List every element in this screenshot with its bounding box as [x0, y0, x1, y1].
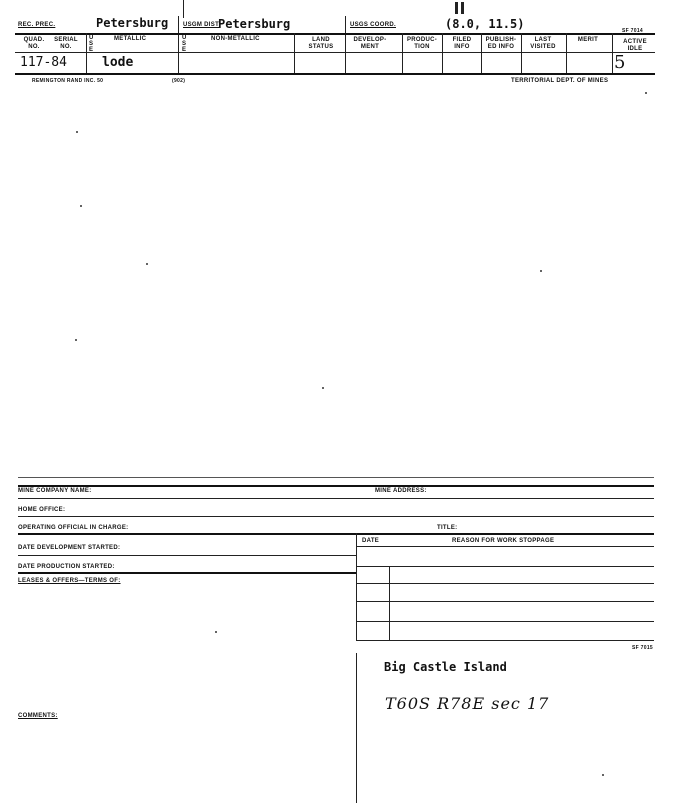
rule-stoppage-2	[356, 583, 654, 584]
divider-stoppage	[356, 533, 357, 641]
rule-prod	[18, 572, 356, 574]
active-mark: 5	[614, 52, 627, 73]
col-use-1: U S E	[89, 35, 94, 53]
row-bottom-rule	[15, 73, 655, 75]
department-label: TERRITORIAL DEPT. OF MINES	[511, 78, 609, 84]
speck	[540, 270, 542, 272]
col-non-metallic: NON-METALLIC	[211, 36, 260, 42]
col-filed-info: FILED INFO	[452, 37, 472, 50]
divider-land	[294, 33, 295, 73]
rule-dev	[18, 555, 356, 556]
col-metallic: METALLIC	[114, 36, 147, 42]
divider-last	[521, 33, 522, 73]
rule-official	[18, 533, 654, 535]
title-label: TITLE:	[437, 525, 458, 531]
speck	[602, 774, 604, 776]
quad-serial-value: 117-84	[20, 55, 67, 70]
col-production: PRODUC- TION	[406, 37, 438, 50]
divider-use1	[86, 33, 87, 73]
col-last-visited: LAST VISITED	[530, 37, 556, 50]
col-active-idle: ACTIVE IDLE	[623, 39, 647, 52]
speck	[645, 92, 647, 94]
top-tick-mark-b	[461, 2, 464, 14]
col-published-info: PUBLISH- ED INFO	[485, 37, 517, 50]
home-office-label: HOME OFFICE:	[18, 507, 66, 513]
code-a: (902)	[172, 78, 186, 84]
form-number-top: SF 7014	[622, 28, 644, 34]
rule-company	[18, 498, 654, 499]
operating-official-label: OPERATING OFFICIAL IN CHARGE:	[18, 525, 129, 531]
speck	[322, 387, 324, 389]
typed-location: Big Castle Island	[384, 660, 507, 674]
col-land-status: LAND STATUS	[308, 37, 334, 50]
rec-prec-label: REC. PREC.	[18, 22, 56, 28]
date-col-label: DATE	[362, 538, 380, 544]
divider-v1	[178, 16, 179, 73]
divider-published	[481, 33, 482, 73]
rule-stoppage-3	[356, 601, 654, 602]
speck	[76, 131, 78, 133]
divider-notes	[356, 653, 357, 803]
usgs-coord-label: USGS COORD.	[350, 22, 396, 28]
header-rule	[15, 33, 655, 35]
printer-label: REMINGTON RAND INC. 50	[32, 78, 104, 84]
form-number-bottom: SF 7015	[632, 645, 654, 651]
divider-filed	[442, 33, 443, 73]
rule-stoppage-1	[356, 566, 654, 567]
rec-prec-value: Petersburg	[96, 16, 169, 30]
rule-home	[18, 516, 654, 517]
usgm-dist-label: USGM DIST	[183, 22, 220, 28]
company-rule-top	[18, 485, 654, 487]
mine-address-label: MINE ADDRESS:	[375, 488, 427, 494]
speck	[75, 339, 77, 341]
column-rule	[15, 52, 655, 53]
speck	[215, 631, 217, 633]
date-prod-started-label: DATE PRODUCTION STARTED:	[18, 564, 115, 570]
lower-top-edge	[18, 477, 654, 478]
metallic-value: lode	[102, 55, 134, 70]
divider-date-reason	[389, 566, 390, 641]
speck	[80, 205, 82, 207]
top-tick-mark-a	[455, 2, 458, 14]
usgs-coord-value: (8.0, 11.5)	[445, 17, 525, 31]
date-dev-started-label: DATE DEVELOPMENT STARTED:	[18, 545, 121, 551]
usgm-dist-value: Petersburg	[218, 17, 291, 31]
mine-company-name-label: MINE COMPANY NAME:	[18, 488, 92, 494]
rule-date-header	[356, 546, 654, 547]
leases-offers-label: LEASES & OFFERS—TERMS OF:	[18, 578, 121, 584]
divider-v2	[345, 16, 346, 73]
comments-label: COMMENTS:	[18, 713, 58, 719]
handwritten-legal: T60S R78E sec 17	[385, 694, 550, 713]
col-use-2: U S E	[182, 35, 187, 53]
divider-prod	[402, 33, 403, 73]
divider-merit	[566, 33, 567, 73]
col-serial-no: SERIAL NO.	[54, 37, 78, 50]
col-merit: MERIT	[577, 37, 599, 43]
reason-col-label: REASON FOR WORK STOPPAGE	[452, 538, 555, 544]
rule-stoppage-4	[356, 621, 654, 622]
top-tick-left	[183, 0, 184, 18]
divider-active	[612, 33, 613, 73]
col-development: DEVELOP- MENT	[353, 37, 387, 50]
col-quad-no: QUAD. NO.	[23, 37, 45, 50]
speck	[146, 263, 148, 265]
rule-stoppage-5	[356, 640, 654, 641]
